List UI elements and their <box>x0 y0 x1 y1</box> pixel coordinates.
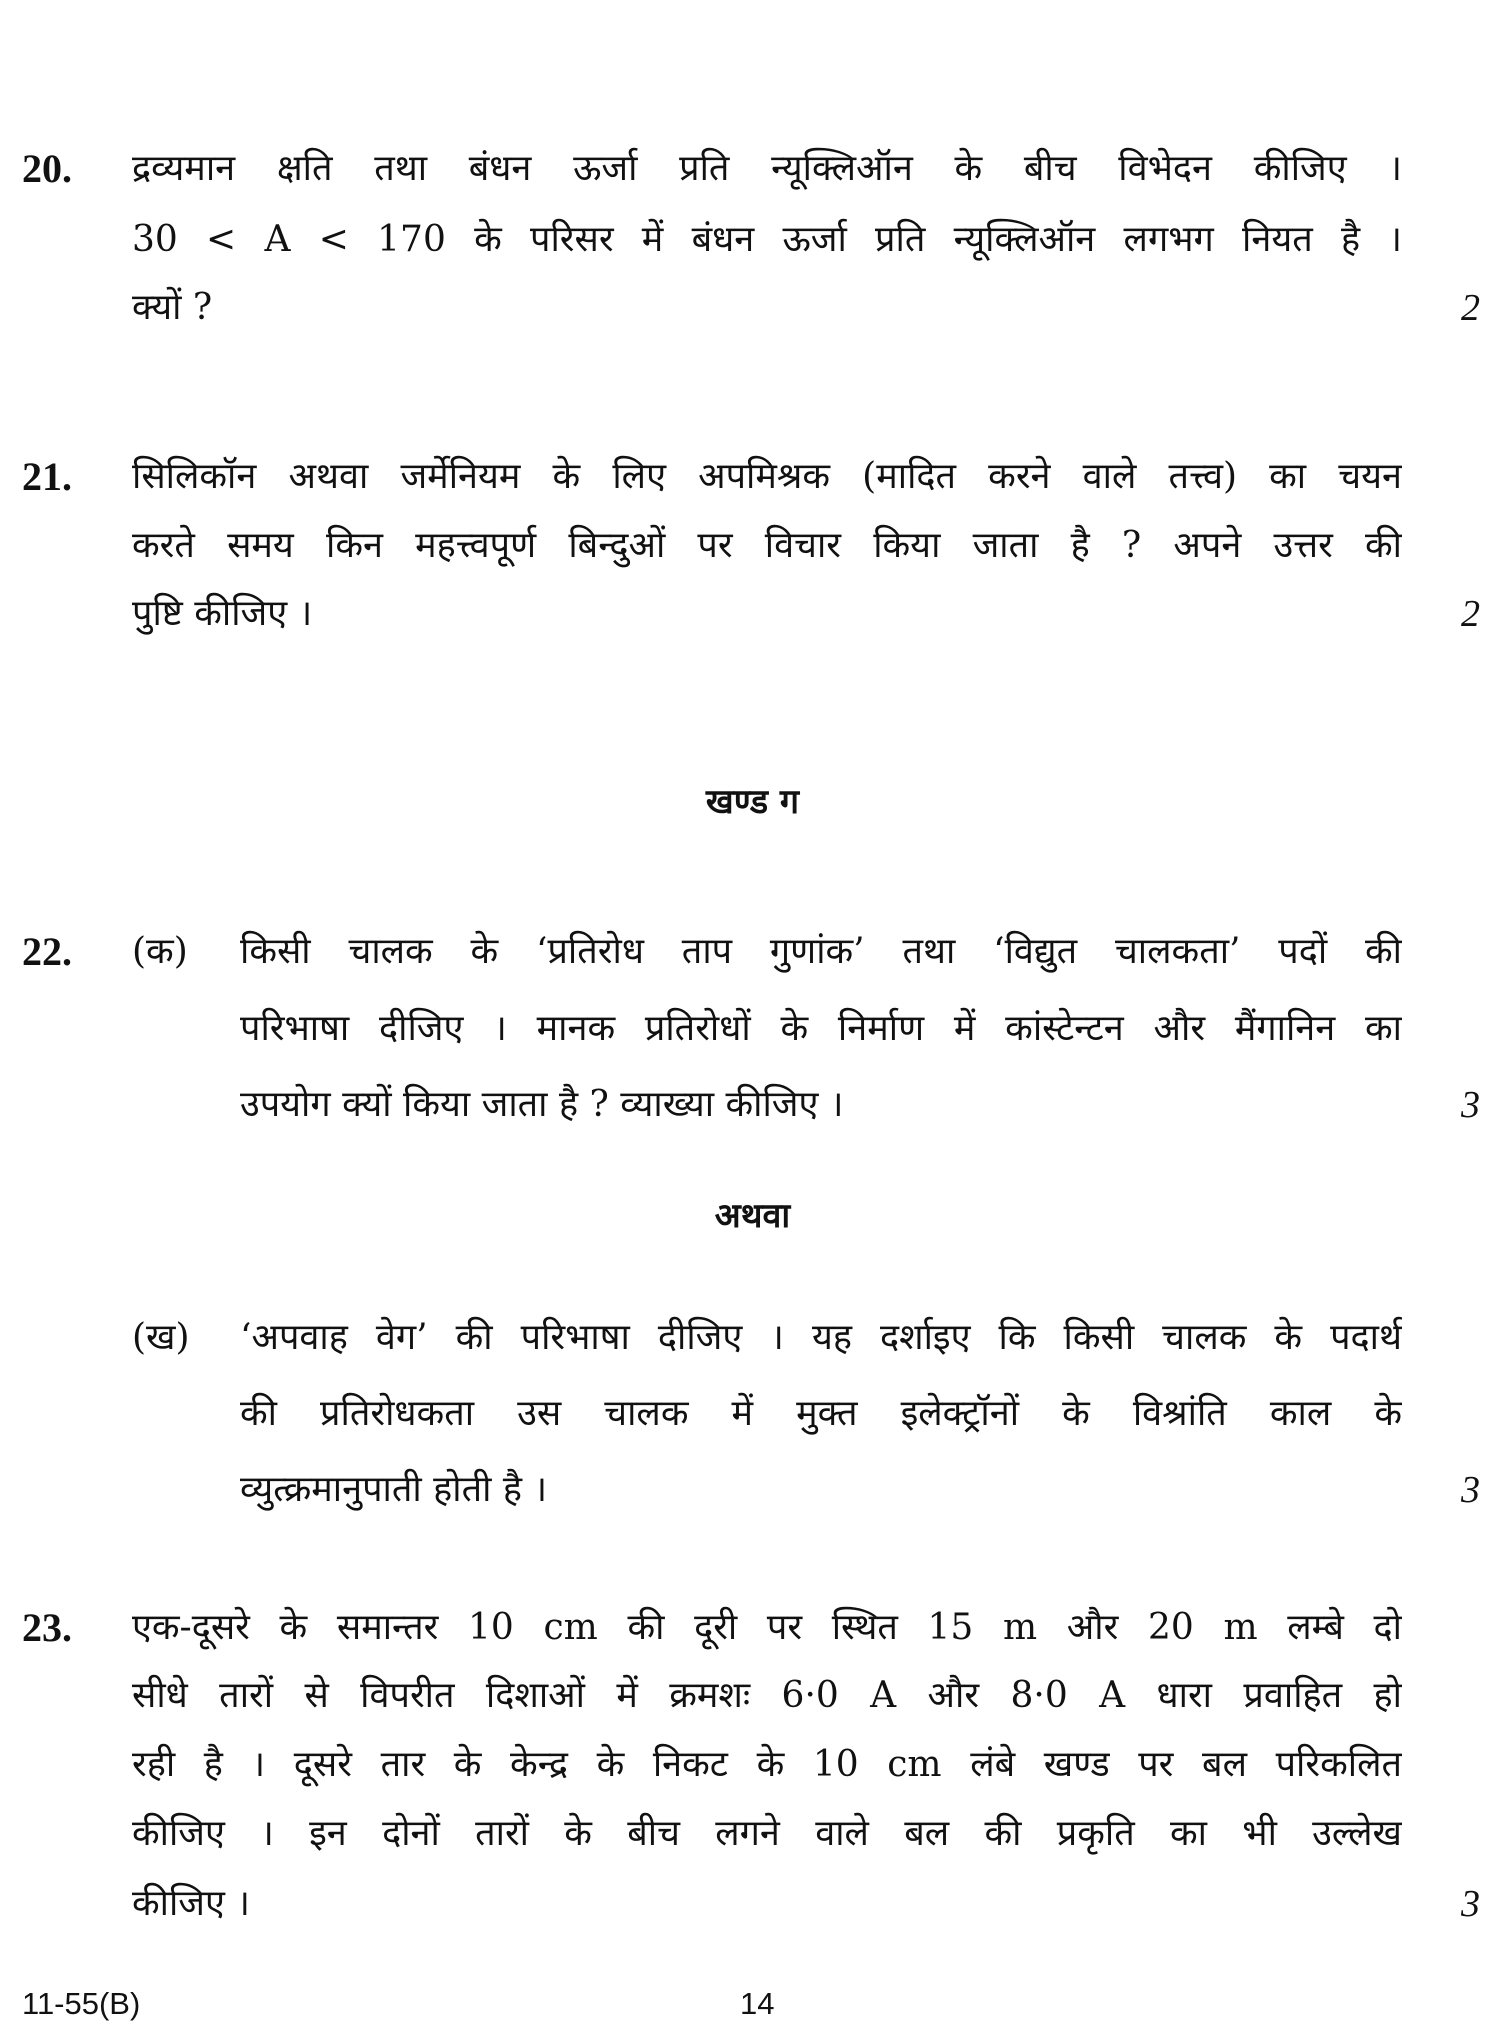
q22a-line-3: उपयोग क्यों किया जाता है ? व्याख्या कीजिए । <box>240 1084 844 1125</box>
q20-line-2: 30 < A < 170 के परिसर में बंधन ऊर्जा प्रति न्यूक्लिऑन लगभग नियत है । <box>132 219 1402 260</box>
q22a-line-1: किसी चालक के ‘प्रतिरोध ताप गुणांक’ तथा ‘विद्युत चालकता’ पदों की <box>240 931 1402 972</box>
q21-line-1: सिलिकॉन अथवा जर्मेनियम के लिए अपमिश्रक (मादित करने वाले तत्त्व) का चयन <box>132 456 1402 497</box>
question-number-23: 23. <box>22 1605 72 1650</box>
q23-line-1: एक-दूसरे के समान्तर 10 cm की दूरी पर स्थित 15 m और 20 m लम्बे दो <box>132 1607 1402 1648</box>
q20-marks: 2 <box>1461 287 1480 329</box>
q22-part-b-label: (ख) <box>132 1317 190 1358</box>
q22b-line-1: ‘अपवाह वेग’ की परिभाषा दीजिए । यह दर्शाइए कि किसी चालक के पदार्थ <box>240 1317 1402 1358</box>
q23-line-5: कीजिए । <box>132 1883 251 1924</box>
section-heading: खण्ड ग <box>705 782 800 822</box>
q21-line-3: पुष्टि कीजिए । <box>132 593 313 634</box>
q22b-line-3: व्युत्क्रमानुपाती होती है । <box>240 1469 548 1510</box>
question-number-21: 21. <box>22 454 72 499</box>
or-heading: अथवा <box>714 1196 791 1236</box>
footer-paper-code: 11-55(B) <box>22 1986 141 2021</box>
q22-part-a-label: (क) <box>132 931 188 972</box>
q22b-marks: 3 <box>1461 1469 1480 1511</box>
q21-line-2: करते समय किन महत्त्वपूर्ण बिन्दुओं पर विचार किया जाता है ? अपने उत्तर की <box>132 525 1402 566</box>
q22a-line-2: परिभाषा दीजिए । मानक प्रतिरोधों के निर्माण में कांस्टेन्टन और मैंगानिन का <box>240 1008 1402 1049</box>
question-number-20: 20. <box>22 146 72 191</box>
question-number-22: 22. <box>22 929 72 974</box>
q20-line-1: द्रव्यमान क्षति तथा बंधन ऊर्जा प्रति न्यूक्लिऑन के बीच विभेदन कीजिए । <box>132 148 1402 189</box>
q20-line-3: क्यों ? <box>132 287 213 328</box>
q22b-line-2: की प्रतिरोधकता उस चालक में मुक्त इलेक्ट्रॉनों के विश्रांति काल के <box>240 1393 1402 1434</box>
q23-line-2: सीधे तारों से विपरीत दिशाओं में क्रमशः 6·0 A और 8·0 A धारा प्रवाहित हो <box>132 1675 1402 1716</box>
q23-marks: 3 <box>1461 1883 1480 1925</box>
q23-line-3: रही है । दूसरे तार के केन्द्र के निकट के 10 cm लंबे खण्ड पर बल परिकलित <box>132 1744 1402 1785</box>
footer-page-number: 14 <box>740 1986 775 2021</box>
q23-line-4: कीजिए । इन दोनों तारों के बीच लगने वाले बल की प्रकृति का भी उल्लेख <box>132 1813 1402 1854</box>
q21-marks: 2 <box>1461 593 1480 635</box>
q22a-marks: 3 <box>1461 1084 1480 1126</box>
